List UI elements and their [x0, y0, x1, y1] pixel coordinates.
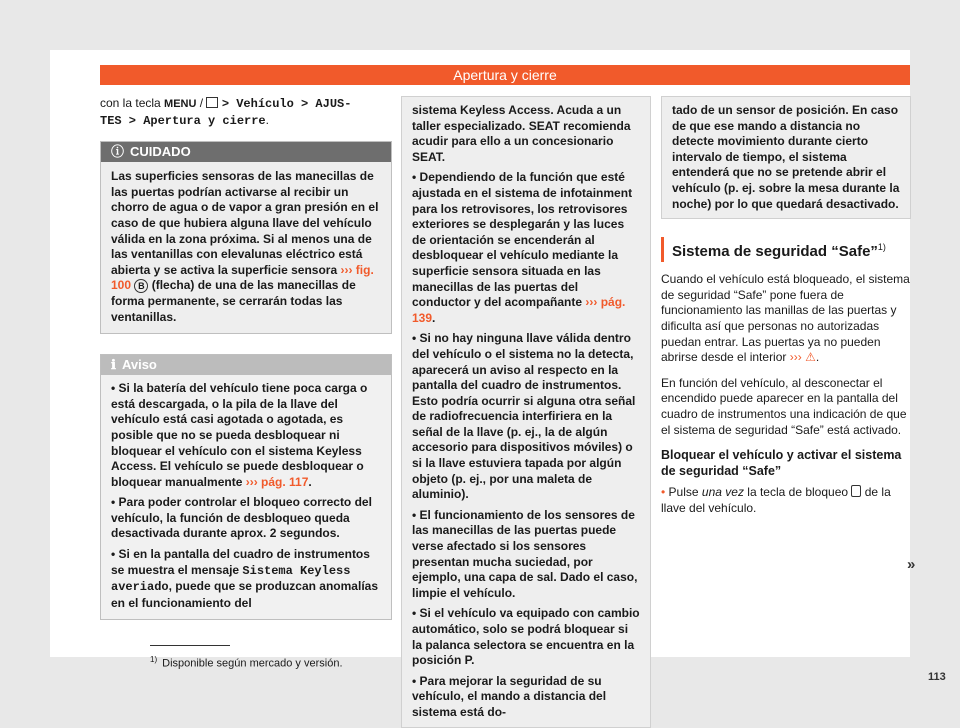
caution-title: CUIDADO [130, 144, 191, 160]
instruction-bullet [661, 485, 911, 516]
notice-bullet-text: Si el vehículo va equipado con cambio automático, solo se podrá bloquear si la palanca selectora se encuentra en la posición P. [412, 606, 640, 668]
page-reference-link[interactable]: ››› pág. 117 [245, 474, 309, 489]
grid-icon [206, 97, 218, 108]
footnote-marker: 1) [150, 655, 158, 664]
instruction-emphasis: una vez [701, 485, 744, 500]
bullet-dot: • [661, 485, 666, 500]
continue-mark: » [907, 556, 916, 573]
notice-bullet: • Dependiendo de la función que esté ajustada en el sistema de infotainment para los retrovisores, los retrovisores exteriores se desplegarán y las luces de orientación se encenderán al desbloquear el vehículo mediante la superficie sensora situada en las manecillas de las puertas del conductor y del acompañante ››› pág. 139. [412, 170, 633, 325]
message-text: Sistema Keyless averiado [111, 563, 351, 595]
column-middle [401, 96, 651, 728]
info-icon: ℹ [111, 357, 116, 373]
page [50, 50, 946, 719]
column-left [100, 96, 392, 620]
page-header-banner: Apertura y cierre [100, 65, 910, 85]
menu-path-cont: TES > Apertura y cierre [100, 113, 266, 128]
column-right [661, 96, 911, 516]
page-reference-link[interactable]: ››› pág. 139 [412, 295, 626, 325]
menu-path: > Vehículo > AJUS- [221, 97, 352, 111]
section-title-text: Sistema de seguridad “Safe” [672, 243, 878, 261]
caution-text-end: (flecha) de una de las manecillas de forma permanente, se cerrarán todas las ventanillas. [111, 278, 356, 324]
notice-bullet-text: Si en la pantalla del cuadro de instrumentos se muestra el mensaje [111, 547, 370, 577]
lock-key-icon [851, 485, 861, 497]
continued-text: sistema Keyless Access. Acuda a un taller especializado. SEAT recomienda acudir para ello a un concesionario SEAT. [412, 103, 631, 164]
callout-b-icon: B [134, 279, 148, 293]
notice-bullet-text: Dependiendo de la función que esté ajustada en el sistema de infotainment para los retrovisores, los retrovisores exteriores se desplegarán y las luces de orientación se encenderán al desbloquear el vehículo mediante la superficie sensora situada en las manecillas de las puertas del conductor y del acompañante [412, 170, 633, 310]
notice-title: Aviso [121, 357, 157, 373]
subheading: Bloquear el vehículo y activar el sistema de seguridad “Safe” [661, 448, 902, 478]
body-paragraph: Cuando el vehículo está bloqueado, el sistema de seguridad “Safe” pone fuera de funcionamiento las manillas de las puertas y dificulta así que personas no autorizadas puedan entrar. Las puertas ya no pueden abrirse desde el interior ››› ⚠. [661, 272, 910, 365]
notice-body [101, 375, 391, 619]
body-paragraph: En función del vehículo, al desconectar el encendido puede aparecer en la pantalla del cuadro de instrumentos una indicación de que el sistema de seguridad “Safe” está activado. [661, 375, 907, 437]
notice-box-continued [661, 96, 911, 219]
figure-reference-link[interactable]: ››› fig. 100 [111, 262, 374, 293]
footnote-text: Disponible según mercado y versión. [162, 657, 343, 670]
body-text: Cuando el vehículo está bloqueado, el sistema de seguridad “Safe” pone fuera de funcionamiento las manillas de las puertas y dificulta así que personas no autorizadas puedan entrar. Las puertas ya no pueden abrirse desde el interior [661, 272, 910, 365]
separator: / [199, 96, 204, 110]
notice-bullet-text: Para poder controlar el bloqueo correcto del vehículo, la función de desbloqueo queda desactivada durante aprox. 2 segundos. [111, 495, 372, 541]
instruction-text: Pulse [668, 485, 699, 500]
intro-end: . [265, 112, 269, 127]
notice-bullet: • Para mejorar la seguridad de su vehículo, el mando a distancia del sistema está do- [412, 673, 607, 719]
notice-bullet: • Si el vehículo va equipado con cambio automático, solo se podrá bloquear si la palanca selectora se encuentra en la posición P. [412, 606, 640, 668]
intro-paragraph [100, 96, 392, 129]
caution-header [101, 142, 391, 162]
caution-icon: ⓘ [111, 144, 125, 160]
page-number: 113 [928, 671, 946, 683]
notice-box-continued [401, 96, 651, 728]
intro-text: con la tecla [100, 96, 161, 110]
warning-triangle-icon: ⚠ [805, 350, 816, 365]
notice-bullet-text-end: , puede que se produzcan anomalías en el funcionamiento del [111, 579, 378, 610]
notice-bullet: • Si no hay ninguna llave válida dentro del vehículo o el sistema no la detecta, aparecerá un aviso al respecto en la pantalla del cuadro de instrumentos. Esto podría ocurrir si alguna otra señal de radiofrecuencia interfiriera en la señal de la llave (p. ej., la de algún accesorio para dispositivos móviles) o si la llave estuviera tapada por algún objeto (p. ej., por una maleta de aluminio). [412, 331, 636, 502]
footnote-rule [150, 645, 230, 646]
reference-link[interactable]: ››› [789, 350, 802, 365]
notice-bullet-text: Si la batería del vehículo tiene poca carga o está descargada, o la pila de la llave del vehículo está casi agotada o agotada, es posible que no se pueda desbloquear ni bloquear el vehículo con el sistema Keyless Access. El vehículo se puede desbloquear o bloquear manualmente [111, 381, 368, 489]
notice-header [101, 355, 391, 375]
menu-key-label: MENU [164, 98, 197, 110]
notice-bullet: • El funcionamiento de los sensores de las manecillas de las puertas puede verse afectado si los sensores presentan mucha suciedad, por ejemplo, una capa de sal. Dado el caso, limpie el vehículo. [412, 507, 638, 600]
notice-bullet-text: Para mejorar la seguridad de su vehículo, el mando a distancia del sistema está do- [412, 673, 607, 719]
notice-bullet-text: El funcionamiento de los sensores de las manecillas de las puertas puede verse afectado si los sensores presentan mucha suciedad, por ejemplo, una capa de sal. Dado el caso, limpie el vehículo. [412, 507, 638, 600]
notice-box [100, 354, 392, 620]
caution-box [100, 141, 392, 334]
notice-bullet-text: Si no hay ninguna llave válida dentro del vehículo o el sistema no la detecta, aparecerá un aviso al respecto en la pantalla del cuadro de instrumentos. Esto podría ocurrir si alguna otra señal de radiofrecuencia interfiriera en la señal de la llave (p. ej., la de algún accesorio para dispositivos móviles) o si la llave estuviera tapada por algún objeto (p. ej., por una maleta de aluminio). [412, 331, 636, 502]
notice-bullet: • Para poder controlar el bloqueo correcto del vehículo, la función de desbloqueo queda desactivada durante aprox. 2 segundos. [111, 495, 372, 541]
footnote [150, 655, 343, 670]
instruction-text: de la llave del vehículo. [661, 485, 891, 515]
notice-bullet: • Si la batería del vehículo tiene poca carga o está descargada, o la pila de la llave del vehículo está casi agotada o agotada, es posible que no se pueda desbloquear ni bloquear el vehículo con el sistema Keyless Access. El vehículo se puede desbloquear o bloquear manualmente ››› pág. 117. [111, 381, 368, 489]
section-title [661, 237, 911, 262]
footnote-marker: 1) [877, 242, 886, 253]
continued-text: tado de un sensor de posición. En caso de que ese mando a distancia no detecte movimiento durante cierto intervalo de tiempo, el sistema entenderá que no se pretende abrir el vehículo (p. ej. sobre la mesa durante la noche) por lo que quedará desactivado. [672, 103, 900, 211]
notice-bullet: • Si en la pantalla del cuadro de instrumentos se muestra el mensaje Sistema Keyless averiado, puede que se produzcan anomalías en el funcionamiento del [111, 547, 378, 610]
caution-text: Las superficies sensoras de las manecillas de las puertas podrían activarse al recibir un chorro de agua o de vapor a gran presión en el caso de que hubiera alguna llave del vehículo válida en la zona próxima. Si al menos una de las ventanillas con elevalunas eléctrico está abierta y se activa la superficie sensora [111, 169, 379, 277]
instruction-text: la tecla de bloqueo [747, 485, 849, 500]
caution-body [101, 162, 391, 333]
